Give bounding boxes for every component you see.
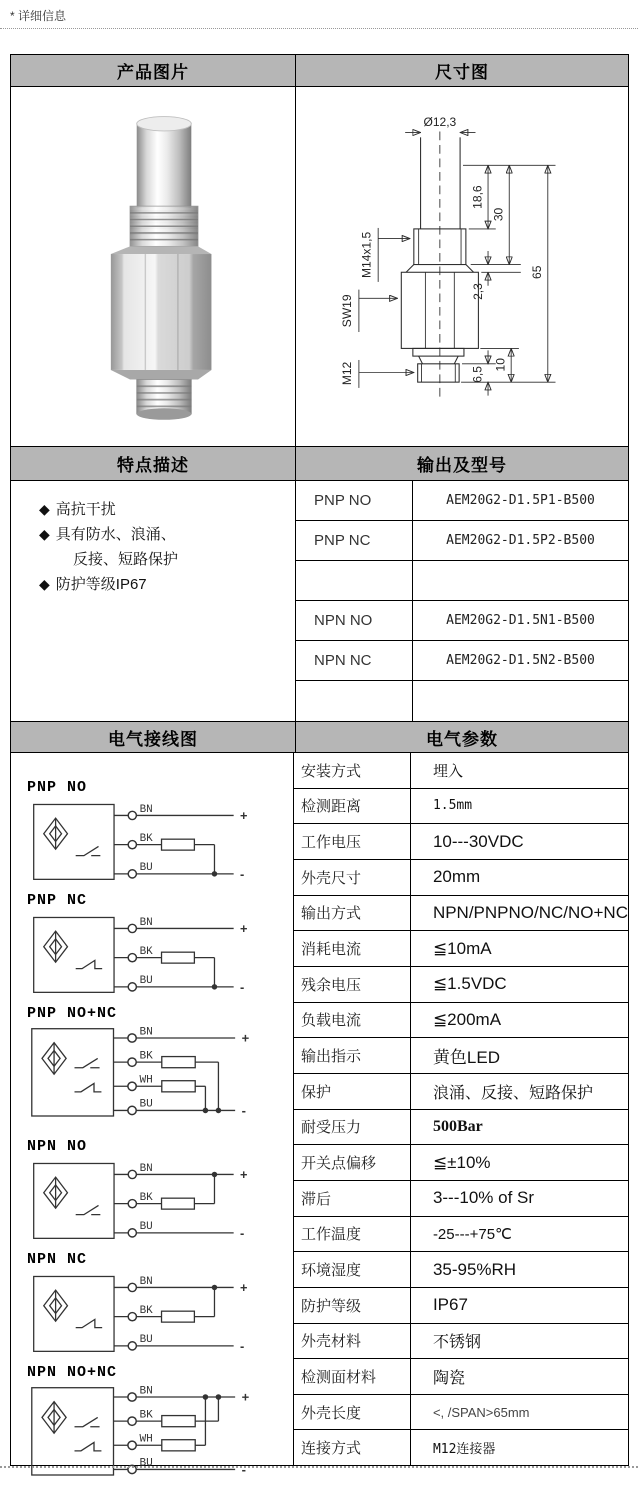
wiring-diagrams (11, 753, 294, 1478)
wiring-svg (25, 912, 267, 996)
svg-text:WH: WH (139, 1433, 153, 1446)
param-row (294, 1359, 628, 1395)
param-row (294, 753, 628, 789)
wiring-title: PNP NO (27, 779, 88, 796)
wiring-title: NPN NO (27, 1138, 88, 1155)
svg-text:BK: BK (139, 1409, 153, 1422)
label-top-thread: M14x1,5 (358, 231, 373, 278)
page-title: * 详细信息 (10, 9, 67, 23)
features-list (11, 481, 296, 721)
output-row (296, 561, 628, 601)
wiring-svg (25, 1025, 267, 1129)
diamond-bullet-icon: ◆ (39, 526, 50, 542)
param-row (294, 789, 628, 825)
param-label: 输出指示 (294, 1038, 411, 1073)
wiring-title: PNP NO+NC (27, 1005, 118, 1022)
param-label: 耐受压力 (294, 1110, 411, 1145)
output-type: PNP NO (296, 481, 413, 520)
dimension-drawing-cell (296, 87, 628, 446)
param-value: ≦1.5VDC (432, 974, 507, 994)
svg-text:BU: BU (139, 1098, 153, 1111)
param-value: ≦±10% (432, 1152, 491, 1172)
param-row (294, 1038, 628, 1074)
param-label: 输出方式 (294, 896, 411, 931)
output-type: NPN NC (296, 641, 413, 680)
svg-text:BN: BN (139, 803, 153, 816)
bottom-divider (0, 1466, 638, 1468)
feature-item (39, 497, 289, 522)
param-label: 环境湿度 (294, 1252, 411, 1287)
param-value: M12连接器 (432, 1442, 496, 1458)
diamond-bullet-icon: ◆ (39, 576, 50, 592)
feature-text: 防护等级IP67 (55, 576, 147, 593)
feature-text: 高抗干扰 (55, 501, 116, 518)
param-row (294, 860, 628, 896)
output-row (296, 681, 628, 721)
param-value: 浪涌、反接、短路保护 (432, 1084, 593, 1102)
feature-item (39, 522, 289, 547)
header-row-1 (11, 55, 628, 87)
header-row-3 (11, 722, 628, 753)
output-type (296, 681, 413, 721)
svg-text:-: - (240, 979, 245, 995)
param-label: 检测面材料 (294, 1359, 411, 1394)
param-row (294, 1181, 628, 1217)
output-model: AEM20G2-D1.5P1-B500 (446, 493, 595, 508)
output-row (296, 641, 628, 681)
svg-text:BN: BN (139, 916, 153, 929)
header-features: 特点描述 (11, 447, 296, 480)
header-product-image: 产品图片 (11, 55, 296, 86)
svg-text:BU: BU (139, 1221, 153, 1234)
svg-text:BN: BN (139, 1275, 153, 1288)
param-value: 35-95%RH (432, 1259, 517, 1279)
svg-text:WH: WH (139, 1074, 153, 1087)
param-value: 陶瓷 (432, 1369, 465, 1387)
dim-thread-length: 30 (490, 207, 505, 222)
wiring-title: NPN NO+NC (27, 1364, 118, 1381)
svg-text:BU: BU (139, 1457, 153, 1470)
svg-text:-: - (241, 1462, 246, 1478)
label-bottom-thread: M12 (339, 361, 354, 386)
output-type: NPN NO (296, 601, 413, 640)
wiring-diagram (25, 1138, 293, 1247)
wiring-svg (25, 1158, 267, 1242)
svg-text:BN: BN (139, 1162, 153, 1175)
dim-total-length: 65 (529, 265, 544, 279)
product-photo-image (13, 95, 293, 437)
wiring-diagram (25, 779, 293, 888)
svg-text:BK: BK (139, 833, 153, 845)
dim-bottom-length: 10 (492, 358, 507, 372)
param-value: <, /SPAN>65mm (432, 1404, 530, 1420)
param-value: 黄色LED (432, 1048, 501, 1068)
param-label: 开关点偏移 (294, 1145, 411, 1180)
param-label: 负载电流 (294, 1003, 411, 1038)
param-row (294, 896, 628, 932)
wiring-svg (25, 799, 267, 883)
body-row-2 (11, 481, 628, 722)
params-table (294, 753, 628, 1465)
svg-text:-: - (240, 1225, 245, 1241)
svg-text:+: + (241, 1389, 250, 1405)
param-value: ≦200mA (432, 1009, 502, 1029)
label-wrench-size: SW19 (339, 294, 354, 328)
param-value: 10---30VDC (432, 831, 524, 851)
header-wiring: 电气接线图 (11, 722, 296, 752)
param-label: 工作温度 (294, 1217, 411, 1252)
svg-text:BU: BU (139, 1334, 153, 1347)
svg-text:+: + (240, 921, 248, 936)
param-value: IP67 (432, 1295, 468, 1315)
param-row (294, 931, 628, 967)
spec-table (10, 54, 629, 1478)
param-row (294, 1288, 628, 1324)
param-label: 安装方式 (294, 753, 411, 788)
dim-gap: 2,3 (470, 283, 485, 300)
param-label: 外壳材料 (294, 1324, 411, 1359)
outputs-table (296, 481, 628, 721)
feature-text: 具有防水、浪涌、 (55, 526, 176, 543)
wiring-title: NPN NC (27, 1251, 88, 1268)
svg-text:BK: BK (139, 946, 153, 958)
body-row-3 (11, 753, 628, 1478)
output-row (296, 481, 628, 521)
param-label: 检测距离 (294, 789, 411, 824)
param-row (294, 1110, 628, 1146)
svg-text:BU: BU (139, 975, 153, 988)
wiring-diagram (25, 1251, 293, 1360)
param-value: 不锈钢 (432, 1334, 481, 1352)
param-value: 3---10% of Sr (432, 1188, 535, 1208)
wiring-diagram (25, 892, 293, 1001)
feature-item (39, 547, 289, 572)
svg-text:BK: BK (139, 1192, 153, 1204)
param-row (294, 1252, 628, 1288)
param-value: 埋入 (432, 762, 463, 780)
svg-text:BN: BN (139, 1385, 153, 1398)
param-label: 外壳尺寸 (294, 860, 411, 895)
body-row-1 (11, 87, 628, 447)
output-model: AEM20G2-D1.5P2-B500 (446, 533, 595, 548)
param-value: 20mm (432, 867, 481, 887)
output-model (413, 681, 628, 721)
param-label: 残余电压 (294, 967, 411, 1002)
param-row (294, 1217, 628, 1253)
param-label: 防护等级 (294, 1288, 411, 1323)
output-model (413, 561, 628, 600)
feature-item (39, 572, 289, 597)
header-electrical-params: 电气参数 (296, 722, 628, 752)
output-model: AEM20G2-D1.5N1-B500 (446, 613, 595, 628)
svg-text:+: + (240, 808, 248, 823)
param-row (294, 1430, 628, 1465)
wiring-diagram (25, 1005, 293, 1134)
svg-text:BK: BK (139, 1050, 153, 1063)
dimension-drawing-svg (297, 93, 628, 439)
svg-text:BK: BK (139, 1305, 153, 1317)
param-value: 1.5mm (432, 798, 473, 814)
param-row (294, 967, 628, 1003)
param-label: 保护 (294, 1074, 411, 1109)
svg-text:-: - (241, 1103, 246, 1119)
param-value: 500Bar (432, 1117, 483, 1135)
diamond-bullet-icon: ◆ (39, 501, 50, 517)
dim-diameter: Ø12,3 (422, 114, 456, 129)
svg-text:-: - (240, 866, 245, 882)
output-type (296, 561, 413, 600)
param-label: 工作电压 (294, 824, 411, 859)
dim-cylinder-length: 18,6 (469, 185, 484, 209)
param-row (294, 1324, 628, 1360)
wiring-diagram (25, 1364, 293, 1493)
svg-text:+: + (240, 1167, 248, 1182)
param-value: ≦10mA (432, 938, 492, 958)
wiring-title: PNP NC (27, 892, 88, 909)
param-label: 滞后 (294, 1181, 411, 1216)
output-model: AEM20G2-D1.5N2-B500 (446, 653, 595, 668)
param-value: -25---+75℃ (432, 1225, 512, 1243)
svg-text:-: - (240, 1338, 245, 1354)
product-photo-cell (11, 87, 296, 446)
header-dimension-drawing: 尺寸图 (296, 55, 628, 86)
output-row (296, 601, 628, 641)
output-type: PNP NC (296, 521, 413, 560)
svg-text:+: + (241, 1030, 250, 1046)
param-label: 外壳长度 (294, 1395, 411, 1430)
top-divider (0, 28, 638, 29)
wiring-svg (25, 1271, 267, 1355)
param-label: 连接方式 (294, 1430, 411, 1465)
param-value: NPN/PNPNO/NC/NO+NC (432, 902, 628, 922)
param-row (294, 1074, 628, 1110)
header-output-model: 输出及型号 (296, 447, 628, 480)
param-row (294, 824, 628, 860)
feature-text: 反接、短路保护 (73, 551, 179, 568)
param-label: 消耗电流 (294, 931, 411, 966)
output-row (296, 521, 628, 561)
svg-text:+: + (240, 1280, 248, 1295)
param-row (294, 1003, 628, 1039)
dim-tip-length: 6,5 (469, 366, 484, 383)
header-row-2 (11, 447, 628, 481)
wiring-svg (25, 1384, 267, 1488)
svg-text:BN: BN (139, 1026, 153, 1039)
svg-text:BU: BU (139, 862, 153, 875)
param-row (294, 1145, 628, 1181)
param-row (294, 1395, 628, 1431)
